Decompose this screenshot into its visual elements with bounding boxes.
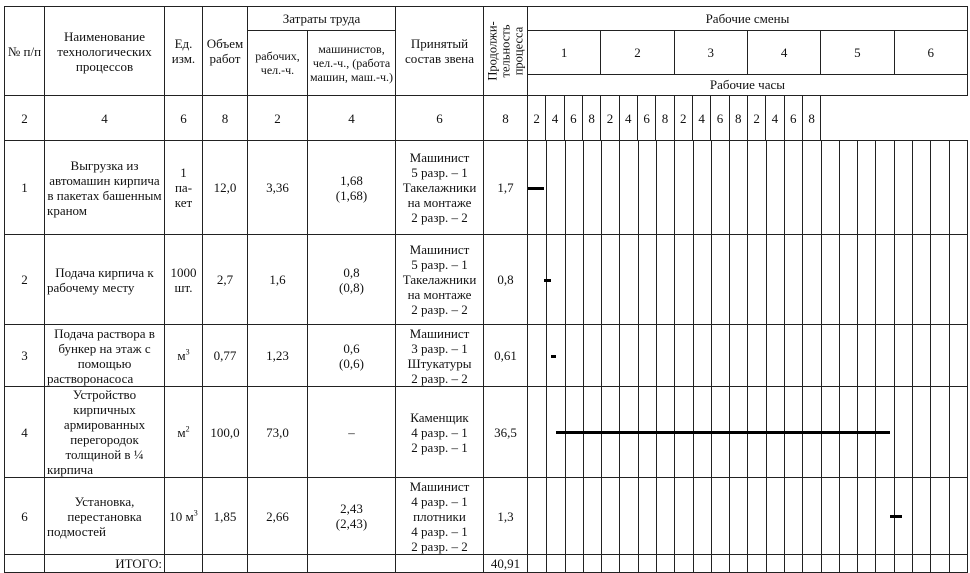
gantt-gridline [674, 555, 675, 572]
gantt-gridline [546, 478, 547, 554]
row-unit [165, 325, 203, 387]
row-crew [396, 325, 484, 387]
hour-tick-label: 8 [729, 96, 747, 141]
hour-tick-label: 4 [308, 96, 396, 141]
gantt-gridline [894, 387, 895, 477]
gantt-gridline [674, 235, 675, 324]
total-empty [203, 555, 248, 573]
gantt-gridline [747, 325, 748, 386]
gantt-gridline [638, 235, 639, 324]
gantt-gridline [619, 555, 620, 572]
gantt-bar [556, 431, 890, 434]
gantt-gridline [619, 141, 620, 234]
row-machines-value: (1,68) [335, 187, 368, 203]
table-row [5, 325, 968, 387]
crew-line: Такелажники на монтаже [402, 272, 477, 302]
row-machines-value: (2,43) [335, 516, 368, 531]
gantt-gridline [949, 235, 950, 324]
row-unit-text: 10 $м^3$ [169, 508, 198, 524]
row-unit [165, 478, 203, 555]
shift-number: 4 [747, 31, 820, 75]
row-crew [396, 235, 484, 325]
row-process: Подача кирпича к рабочему месту [45, 235, 165, 325]
crew-line: 4 разр. – 1 [411, 493, 468, 509]
gantt-gridline [711, 141, 712, 234]
row-unit-text: $м^3$ [177, 347, 190, 363]
gantt-gridline [747, 235, 748, 324]
gantt-gridline [693, 555, 694, 572]
total-empty [248, 555, 308, 573]
gantt-gridline [875, 555, 876, 572]
gantt-gridline [875, 235, 876, 324]
gantt-bar [551, 355, 556, 358]
header-process: Наименование технологических процессов [45, 7, 165, 96]
gantt-gridline [766, 478, 767, 554]
crew-line: Машинист [409, 150, 470, 165]
row-machinists-value: 2,43 [340, 501, 363, 516]
gantt-gridline [912, 478, 913, 554]
hour-tick-label: 4 [45, 96, 165, 141]
shift-number: 6 [894, 31, 967, 75]
header-labor-group: Затраты труда [248, 7, 396, 31]
header-labor-machinists: машинистов, чел.-ч., (работа машин, маш.-ч.) [308, 31, 396, 96]
row-duration: 0,61 [484, 325, 528, 387]
gantt-gridline [802, 555, 803, 572]
hour-tick-label: 2 [747, 96, 765, 141]
gantt-gridline [912, 235, 913, 324]
gantt-gridline [912, 555, 913, 572]
gantt-gridline [894, 235, 895, 324]
crew-line: Машинист [409, 242, 470, 257]
gantt-gridline [949, 387, 950, 477]
row-process: Устройство кирпичных армированных перегородок толщиной в ¼ кирпича [45, 387, 165, 478]
row-machines-value: (0,6) [339, 355, 364, 371]
gantt-cell [528, 478, 968, 555]
row-machinists [308, 387, 396, 478]
shift-number: 3 [674, 31, 747, 75]
gantt-gridline [875, 325, 876, 386]
row-workers: 1,6 [248, 235, 308, 325]
gantt-gridline [656, 325, 657, 386]
row-num: 2 [5, 235, 45, 325]
gantt-gridline [839, 235, 840, 324]
gantt-gridline [565, 325, 566, 386]
gantt-gridline [784, 325, 785, 386]
gantt-gridline [875, 478, 876, 554]
gantt-gridline [802, 325, 803, 386]
hour-tick-label: 6 [711, 96, 729, 141]
hour-tick-label: 4 [766, 96, 784, 141]
row-unit-text: $м^2$ [177, 424, 190, 440]
gantt-gridline [766, 325, 767, 386]
work-schedule-table [4, 6, 968, 573]
gantt-gridline [930, 325, 931, 386]
gantt-gridline [930, 235, 931, 324]
crew-line: 3 разр. – 1 [411, 340, 468, 356]
gantt-gridline [784, 478, 785, 554]
crew-line: 5 разр. – 1 [411, 257, 468, 272]
row-workers: 3,36 [248, 141, 308, 235]
gantt-gridline [821, 325, 822, 386]
gantt-gridline [766, 555, 767, 572]
gantt-gridline [766, 141, 767, 234]
gantt-gridline [693, 325, 694, 386]
gantt-gridline [784, 235, 785, 324]
row-process: Выгрузка из автомашин кирпича в пакетах башенным краном [45, 141, 165, 235]
row-num: 6 [5, 478, 45, 555]
hour-tick-label: 8 [802, 96, 820, 141]
gantt-gridline [949, 478, 950, 554]
gantt-gridline [619, 325, 620, 386]
header-unit: Ед. изм. [165, 7, 203, 96]
crew-line: Штукатуры [407, 355, 472, 371]
row-machinists-value: 0,6 [343, 340, 360, 356]
total-duration: 40,91 [484, 555, 528, 573]
gantt-gridline [802, 235, 803, 324]
table-row [5, 141, 968, 235]
gantt-bar [528, 187, 544, 190]
crew-line: 2 разр. – 1 [411, 439, 468, 455]
crew-line: 2 разр. – 2 [411, 302, 468, 317]
hour-tick-label: 6 [564, 96, 582, 141]
crew-line: 2 разр. – 2 [411, 538, 468, 554]
gantt-gridline [839, 325, 840, 386]
shift-number: 1 [528, 31, 601, 75]
hour-tick-label: 6 [396, 96, 484, 141]
gantt-gridline [802, 141, 803, 234]
gantt-gridline [583, 325, 584, 386]
gantt-gridline [894, 555, 895, 572]
gantt-gridline [949, 141, 950, 234]
hour-tick-label: 4 [546, 96, 564, 141]
gantt-gridline [656, 555, 657, 572]
gantt-gridline [784, 141, 785, 234]
gantt-gridline [729, 478, 730, 554]
hour-tick-label: 8 [484, 96, 528, 141]
gantt-gridline [857, 478, 858, 554]
total-gantt-cell [528, 555, 968, 573]
row-unit-text: 1 па- кет [174, 165, 193, 210]
row-crew [396, 141, 484, 235]
gantt-gridline [693, 141, 694, 234]
gantt-gridline [656, 235, 657, 324]
row-volume: 1,85 [203, 478, 248, 555]
total-empty [165, 555, 203, 573]
gantt-gridline [601, 325, 602, 386]
gantt-gridline [839, 141, 840, 234]
gantt-cell [528, 141, 968, 235]
hour-tick-label: 6 [784, 96, 802, 141]
gantt-gridline [674, 325, 675, 386]
crew-line: 5 разр. – 1 [411, 165, 468, 180]
header-volume: Объем работ [203, 7, 248, 96]
total-row [5, 555, 968, 573]
gantt-gridline [894, 325, 895, 386]
hour-tick-label: 6 [165, 96, 203, 141]
gantt-gridline [857, 325, 858, 386]
gantt-gridline [583, 235, 584, 324]
crew-line: Машинист [409, 478, 470, 494]
gantt-gridline [930, 387, 931, 477]
gantt-gridline [930, 141, 931, 234]
crew-line: Машинист [409, 325, 470, 341]
header-num: № п/п [5, 7, 45, 96]
header-shifts: Рабочие смены [528, 7, 968, 31]
gantt-gridline [583, 141, 584, 234]
row-unit [165, 387, 203, 478]
row-machinists [308, 235, 396, 325]
gantt-gridline [729, 325, 730, 386]
gantt-gridline [857, 141, 858, 234]
row-unit [165, 141, 203, 235]
gantt-gridline [638, 555, 639, 572]
row-duration: 36,5 [484, 387, 528, 478]
row-volume: 12,0 [203, 141, 248, 235]
gantt-gridline [802, 478, 803, 554]
gantt-gridline [949, 555, 950, 572]
row-volume: 2,7 [203, 235, 248, 325]
gantt-gridline [857, 555, 858, 572]
gantt-gridline [729, 235, 730, 324]
gantt-gridline [821, 478, 822, 554]
row-num: 3 [5, 325, 45, 387]
gantt-gridline [711, 325, 712, 386]
gantt-gridline [619, 235, 620, 324]
row-machinists [308, 141, 396, 235]
row-crew [396, 387, 484, 478]
gantt-gridline [711, 555, 712, 572]
crew-line: 4 разр. – 1 [411, 424, 468, 440]
gantt-gridline [711, 478, 712, 554]
gantt-gridline [546, 387, 547, 477]
row-machinists-value: – [348, 424, 355, 440]
row-crew [396, 478, 484, 555]
crew-line: 2 разр. – 2 [411, 370, 468, 386]
shift-number: 5 [821, 31, 894, 75]
gantt-gridline [747, 478, 748, 554]
row-machines-value: (0,8) [339, 279, 364, 295]
total-label: ИТОГО: [45, 555, 165, 573]
gantt-gridline [565, 141, 566, 234]
gantt-gridline [711, 235, 712, 324]
gantt-gridline [674, 141, 675, 234]
gantt-gridline [638, 478, 639, 554]
row-workers: 73,0 [248, 387, 308, 478]
gantt-gridline [729, 555, 730, 572]
gantt-gridline [930, 555, 931, 572]
header-hours: Рабочие часы [528, 74, 968, 96]
hour-tick-label: 8 [582, 96, 600, 141]
gantt-cell [528, 235, 968, 325]
total-empty [5, 555, 45, 573]
row-machinists [308, 478, 396, 555]
gantt-gridline [674, 478, 675, 554]
gantt-gridline [894, 141, 895, 234]
gantt-gridline [601, 478, 602, 554]
crew-line: 2 разр. – 2 [411, 210, 468, 225]
hour-tick-label: 8 [203, 96, 248, 141]
row-workers: 2,66 [248, 478, 308, 555]
row-num: 1 [5, 141, 45, 235]
row-num: 4 [5, 387, 45, 478]
total-empty [308, 555, 396, 573]
gantt-gridline [693, 478, 694, 554]
table-row [5, 235, 968, 325]
row-volume: 100,0 [203, 387, 248, 478]
gantt-gridline [839, 478, 840, 554]
gantt-gridline [857, 235, 858, 324]
gantt-gridline [583, 478, 584, 554]
hour-tick-label: 4 [619, 96, 637, 141]
gantt-gridline [747, 141, 748, 234]
total-empty [396, 555, 484, 573]
hour-tick-label: 6 [637, 96, 655, 141]
gantt-gridline [583, 555, 584, 572]
crew-line: плотники [413, 508, 466, 524]
row-unit [165, 235, 203, 325]
gantt-gridline [546, 325, 547, 386]
gantt-gridline [656, 478, 657, 554]
gantt-gridline [546, 141, 547, 234]
header-duration-text: Продолжи- тельность процесса [485, 21, 525, 81]
row-machinists [308, 325, 396, 387]
crew-line: Каменщик [410, 409, 469, 425]
crew-line: 4 разр. – 1 [411, 523, 468, 539]
gantt-gridline [766, 235, 767, 324]
gantt-gridline [619, 478, 620, 554]
header-crew: Принятый состав звена [396, 7, 484, 96]
gantt-gridline [546, 555, 547, 572]
gantt-cell [528, 387, 968, 478]
crew-line: Такелажники на монтаже [402, 180, 477, 210]
header-labor-workers: рабочих, чел.-ч. [248, 31, 308, 96]
header-duration [484, 7, 528, 96]
row-workers: 1,23 [248, 325, 308, 387]
gantt-gridline [912, 387, 913, 477]
gantt-gridline [638, 141, 639, 234]
table-row [5, 387, 968, 478]
hour-tick-label: 2 [248, 96, 308, 141]
gantt-gridline [912, 325, 913, 386]
gantt-gridline [729, 141, 730, 234]
gantt-cell [528, 325, 968, 387]
gantt-gridline [784, 555, 785, 572]
gantt-gridline [656, 141, 657, 234]
row-machinists-value: 1,68 [340, 172, 363, 188]
table-row [5, 478, 968, 555]
hour-tick-label: 4 [692, 96, 710, 141]
gantt-gridline [565, 478, 566, 554]
gantt-gridline [949, 325, 950, 386]
hour-tick-label: 2 [528, 96, 546, 141]
gantt-gridline [912, 141, 913, 234]
gantt-gridline [638, 325, 639, 386]
row-volume: 0,77 [203, 325, 248, 387]
gantt-gridline [747, 555, 748, 572]
hour-tick-label: 2 [5, 96, 45, 141]
gantt-gridline [601, 555, 602, 572]
gantt-gridline [601, 141, 602, 234]
row-process: Подача раствора в бункер на этаж с помощью растворонасоса [45, 325, 165, 387]
hour-tick-label: 8 [656, 96, 674, 141]
row-duration: 0,8 [484, 235, 528, 325]
gantt-gridline [565, 555, 566, 572]
row-machinists-value: 0,8 [343, 264, 360, 280]
gantt-gridline [565, 235, 566, 324]
gantt-bar [890, 515, 902, 518]
hour-tick-label: 2 [674, 96, 692, 141]
gantt-gridline [839, 555, 840, 572]
shift-number: 2 [601, 31, 674, 75]
gantt-gridline [821, 235, 822, 324]
gantt-bar [544, 279, 551, 282]
row-process: Установка, перестановка подмостей [45, 478, 165, 555]
row-duration: 1,7 [484, 141, 528, 235]
hour-tick-label: 2 [601, 96, 619, 141]
gantt-gridline [821, 555, 822, 572]
gantt-gridline [601, 235, 602, 324]
row-duration: 1,3 [484, 478, 528, 555]
row-unit-text: 1000 шт. [170, 264, 197, 295]
gantt-gridline [875, 141, 876, 234]
gantt-gridline [821, 141, 822, 234]
gantt-gridline [693, 235, 694, 324]
gantt-gridline [930, 478, 931, 554]
schedule-sheet [4, 6, 968, 573]
